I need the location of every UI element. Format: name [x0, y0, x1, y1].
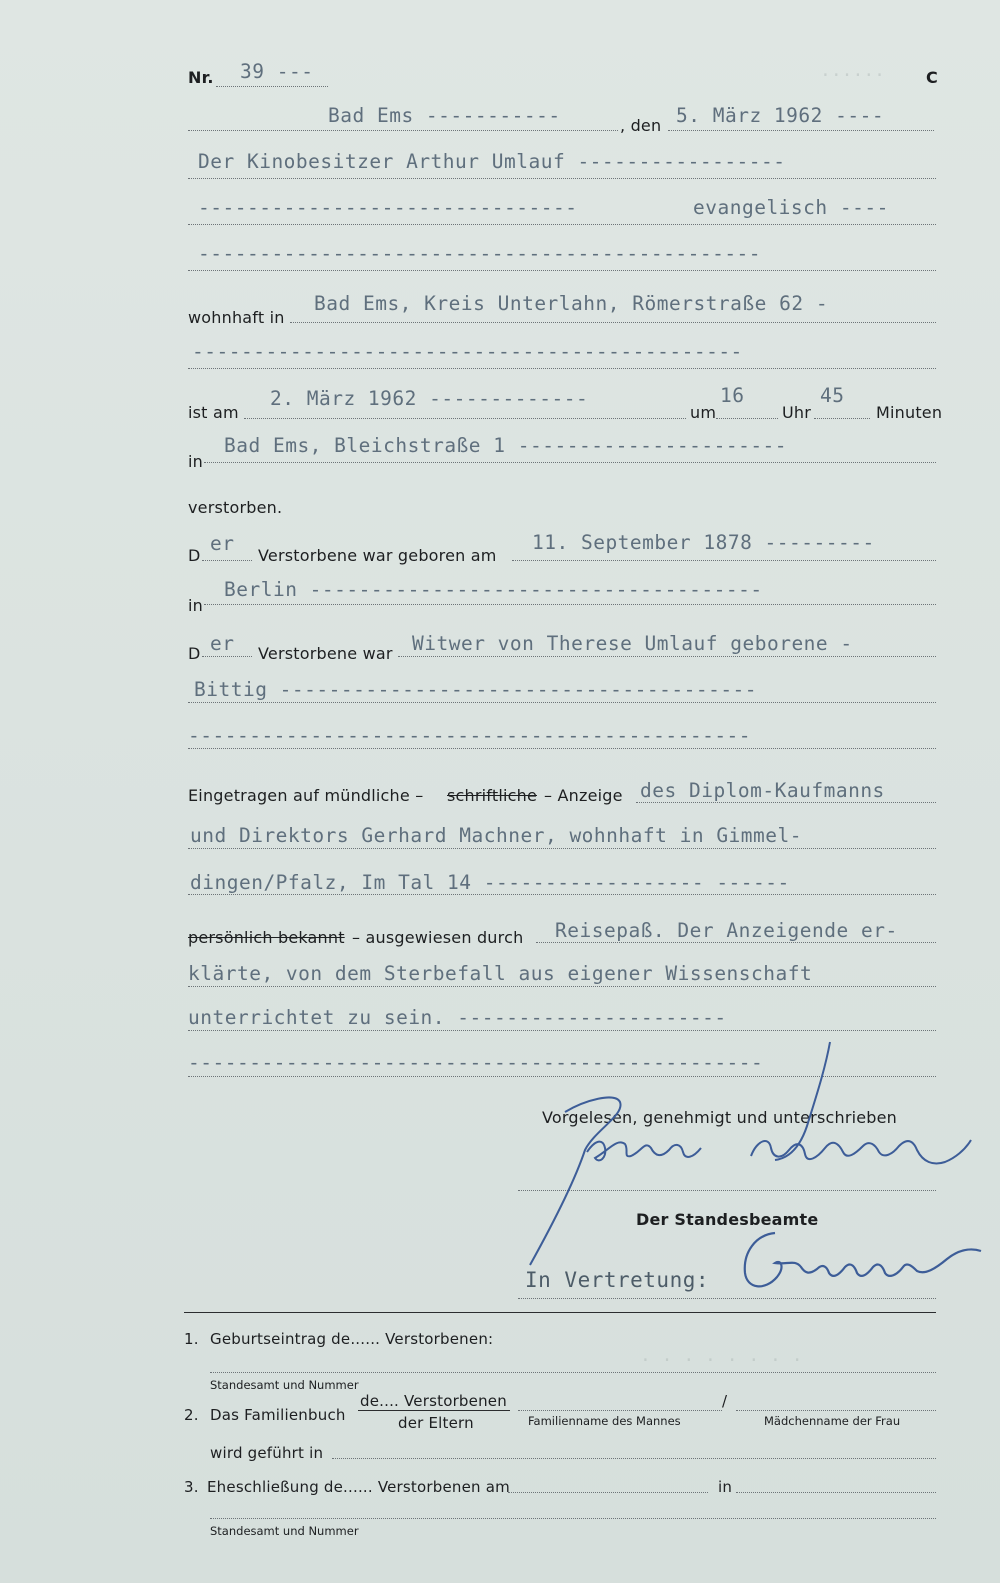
- form-letter: C: [926, 68, 938, 87]
- item3-number: 3.: [184, 1478, 199, 1496]
- item1-label: Geburtseintrag de...... Verstorbenen:: [210, 1330, 494, 1348]
- verstorben-label: verstorben.: [188, 498, 283, 517]
- war-label: Verstorbene war: [258, 644, 393, 663]
- eingetragen-label: Eingetragen auf mündliche –: [188, 786, 424, 805]
- dotted-line: [290, 322, 936, 323]
- filler-dashes: -----------------------------------------------: [188, 1051, 764, 1074]
- nr-line: [216, 86, 328, 87]
- informant-3: dingen/Pfalz, Im Tal 14 ------------------ ------: [190, 871, 790, 894]
- uhr-label: Uhr: [782, 403, 812, 422]
- dotted-line: [204, 604, 936, 605]
- registration-place: Bad Ems -----------: [328, 104, 561, 127]
- item2-label: Das Familienbuch: [210, 1406, 346, 1424]
- filler-dashes: -------------------------------: [198, 196, 578, 219]
- in-label: in: [188, 596, 203, 615]
- informant-2: und Direktors Gerhard Machner, wohnhaft in Gimmel-: [190, 824, 802, 847]
- dotted-line: [518, 1410, 722, 1411]
- dotted-line: [188, 748, 936, 749]
- dotted-line: [188, 224, 936, 225]
- residence: Bad Ems, Kreis Unterlahn, Römerstraße 62 -: [314, 292, 829, 315]
- dotted-line: [188, 270, 936, 271]
- minuten-label: Minuten: [876, 403, 943, 422]
- footer-rule: [184, 1312, 936, 1313]
- dotted-line: [512, 560, 936, 561]
- dotted-line: [202, 656, 252, 657]
- standesbeamte-label: Der Standesbeamte: [636, 1210, 819, 1229]
- dotted-line: [398, 656, 936, 657]
- gefuehrt-label: wird geführt in: [210, 1444, 324, 1462]
- registration-date: 5. März 1962 ----: [676, 104, 885, 127]
- gender-suffix: er: [210, 632, 235, 655]
- dotted-line: [716, 418, 778, 419]
- birth-place: Berlin -------------------------------------: [224, 578, 763, 601]
- gender-suffix: er: [210, 532, 235, 555]
- dotted-line: [188, 702, 936, 703]
- dotted-line: [188, 894, 936, 895]
- um-label: um: [690, 403, 717, 422]
- dotted-line: [736, 1410, 936, 1411]
- deceased-name: Der Kinobesitzer Arthur Umlauf -----------------: [198, 150, 786, 173]
- dotted-line: [508, 1492, 708, 1493]
- registrar-signature: [735, 1225, 985, 1305]
- filler-dashes: ----------------------------------------------: [198, 242, 762, 265]
- item3-in: in: [718, 1478, 733, 1496]
- dotted-line: [188, 178, 936, 179]
- statement-1: klärte, von dem Sterbefall aus eigener Wissenschaft: [188, 962, 813, 985]
- filler-dashes: ----------------------------------------------: [188, 724, 752, 747]
- place-line: [188, 130, 618, 131]
- fraction-rule: [358, 1410, 510, 1411]
- standesamt-label-1: Standesamt und Nummer: [210, 1378, 359, 1392]
- item1-number: 1.: [184, 1330, 199, 1348]
- dotted-line: [202, 560, 252, 561]
- dotted-line: [814, 418, 870, 419]
- vorgelesen-label: Vorgelesen, genehmigt und unterschrieben: [542, 1108, 898, 1127]
- item2-de: de....: [360, 1392, 400, 1410]
- dotted-line: [188, 848, 936, 849]
- ausgewiesen-label: – ausgewiesen durch: [352, 928, 524, 947]
- dotted-line: [188, 1030, 936, 1031]
- slash-separator: /: [722, 1392, 728, 1410]
- nr-value: 39 ---: [240, 60, 314, 83]
- dotted-line: [536, 942, 936, 943]
- bleed-through-text: · · · · · · · ·: [640, 1350, 803, 1371]
- in-label: in: [188, 452, 203, 471]
- schriftliche-struck: schriftliche: [447, 786, 537, 805]
- persoenlich-struck: persönlich bekannt: [188, 928, 345, 947]
- dotted-line: [636, 802, 936, 803]
- item2-verstorbenen: Verstorbenen: [404, 1392, 507, 1410]
- marital-status: Witwer von Therese Umlauf geborene -: [412, 632, 853, 655]
- item2-eltern: der Eltern: [398, 1414, 474, 1432]
- anzeige-label: – Anzeige: [544, 786, 623, 805]
- d-label: D: [188, 546, 201, 565]
- death-place: Bad Ems, Bleichstraße 1 ----------------------: [224, 434, 788, 457]
- date-line: [668, 130, 934, 131]
- dotted-line: [188, 368, 936, 369]
- d-label: D: [188, 644, 201, 663]
- id-document: Reisepaß. Der Anzeigende er-: [555, 919, 898, 942]
- informant-1: des Diplom-Kaufmanns: [640, 779, 885, 802]
- birth-date: 11. September 1878 ---------: [532, 531, 875, 554]
- death-hour: 16: [720, 384, 745, 407]
- bleed-through-text: ......: [820, 60, 886, 81]
- dotted-line: [210, 1372, 936, 1373]
- familienname-label: Familienname des Mannes: [528, 1414, 681, 1428]
- filler-dashes: ---------------------------------------------: [192, 340, 743, 363]
- geboren-label: Verstorbene war geboren am: [258, 546, 497, 565]
- dotted-line: [204, 462, 936, 463]
- dotted-line: [332, 1458, 936, 1459]
- death-minute: 45: [820, 384, 845, 407]
- den-label: , den: [620, 116, 662, 135]
- vertretung-label: In Vertretung:: [525, 1268, 710, 1292]
- death-date: 2. März 1962 -------------: [270, 387, 589, 410]
- item3-label: Eheschließung de...... Verstorbenen am: [207, 1478, 510, 1496]
- religion: evangelisch ----: [693, 196, 889, 219]
- dotted-line: [210, 1518, 936, 1519]
- standesamt-label-3: Standesamt und Nummer: [210, 1524, 359, 1538]
- wohnhaft-label: wohnhaft in: [188, 308, 285, 327]
- marital-status-cont: Bittig ---------------------------------------: [194, 678, 758, 701]
- statement-2: unterrichtet zu sein. ----------------------: [188, 1006, 727, 1029]
- dotted-line: [736, 1492, 936, 1493]
- nr-label: Nr.: [188, 68, 214, 87]
- dotted-line: [188, 986, 936, 987]
- dotted-line: [244, 418, 686, 419]
- ist-am-label: ist am: [188, 403, 239, 422]
- maedchenname-label: Mädchenname der Frau: [764, 1414, 901, 1428]
- item2-number: 2.: [184, 1406, 199, 1424]
